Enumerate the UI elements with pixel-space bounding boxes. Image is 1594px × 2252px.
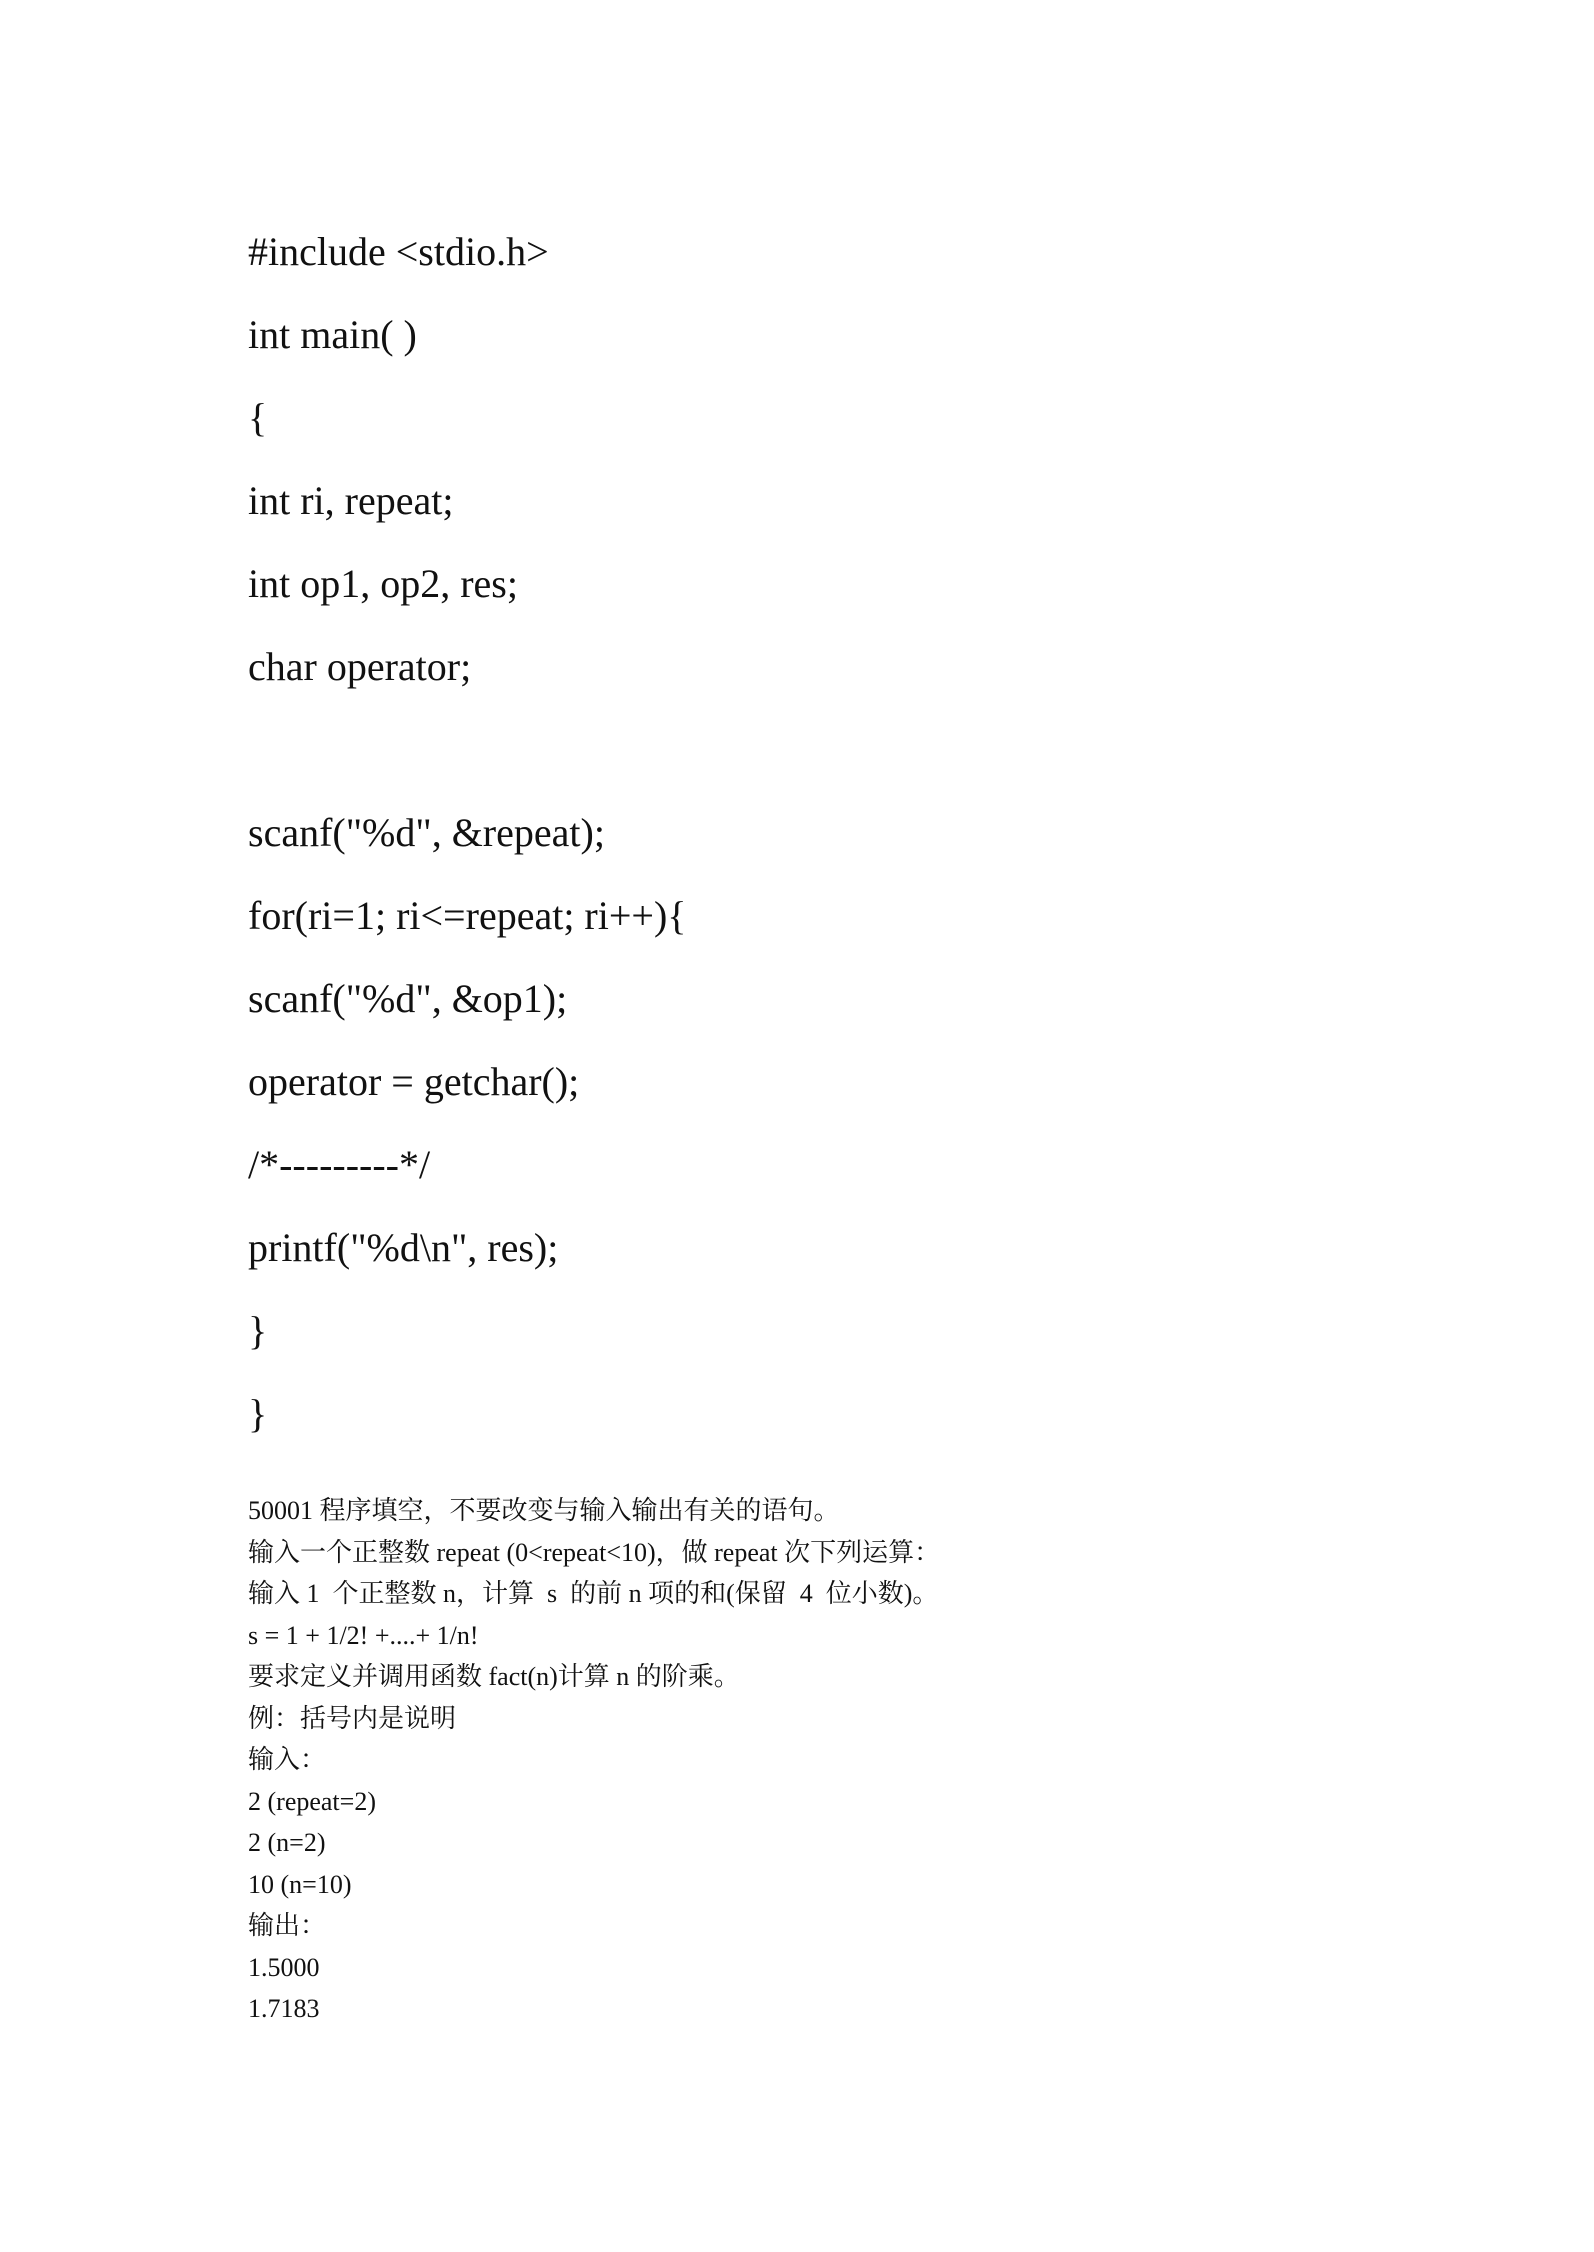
code-blank-line — [248, 708, 1448, 791]
code-line-decl-op: int op1, op2, res; — [248, 561, 518, 606]
code-line-blank-comment: /*---------*/ — [248, 1142, 431, 1187]
problem-line-output-1: 1.5000 — [248, 1952, 320, 1982]
code-line-include: #include <stdio.h> — [248, 229, 549, 274]
problem-line-output-label: 输出： — [248, 1911, 327, 1940]
code-line-main: int main( ) — [248, 312, 417, 357]
problem-line-input-3: 10 (n=10) — [248, 1869, 352, 1899]
problem-line-task: 输入 1 个正整数 n，计算 s 的前 n 项的和(保留 4 位小数)。 — [248, 1579, 939, 1608]
problem-line-input-2: 2 (n=2) — [248, 1828, 326, 1857]
code-line-scanf-repeat: scanf("%d", &repeat); — [248, 810, 605, 855]
problem-line-formula: s = 1 + 1/2! +....+ 1/n! — [248, 1620, 479, 1650]
problem-line-input-1: 2 (repeat=2) — [248, 1786, 376, 1816]
problem-line-repeat: 输入一个正整数 repeat (0<repeat<10)，做 repeat 次下列运算： — [248, 1537, 941, 1567]
code-line-for-loop: for(ri=1; ri<=repeat; ri++){ — [248, 893, 687, 938]
code-line-decl-operator: char operator; — [248, 644, 472, 689]
problem-description — [248, 1490, 1498, 2030]
code-line-close-brace-main: } — [248, 1391, 268, 1436]
problem-line-input-label: 输入： — [248, 1745, 327, 1774]
code-line-scanf-op1: scanf("%d", &op1); — [248, 976, 568, 1021]
code-line-open-brace: { — [248, 395, 268, 440]
problem-line-output-2: 1.7183 — [248, 1994, 320, 2023]
problem-line-example: 例：括号内是说明 — [248, 1703, 457, 1733]
code-block — [248, 210, 1448, 1455]
problem-title: 50001 程序填空，不要改变与输入输出有关的语句。 — [248, 1496, 840, 1525]
code-line-getchar: operator = getchar(); — [248, 1059, 580, 1104]
problem-line-requirement: 要求定义并调用函数 fact(n)计算 n 的阶乘。 — [248, 1662, 740, 1691]
code-line-decl-ri: int ri, repeat; — [248, 478, 454, 523]
code-line-close-brace-loop: } — [248, 1308, 268, 1353]
code-line-printf: printf("%d\n", res); — [248, 1225, 559, 1270]
